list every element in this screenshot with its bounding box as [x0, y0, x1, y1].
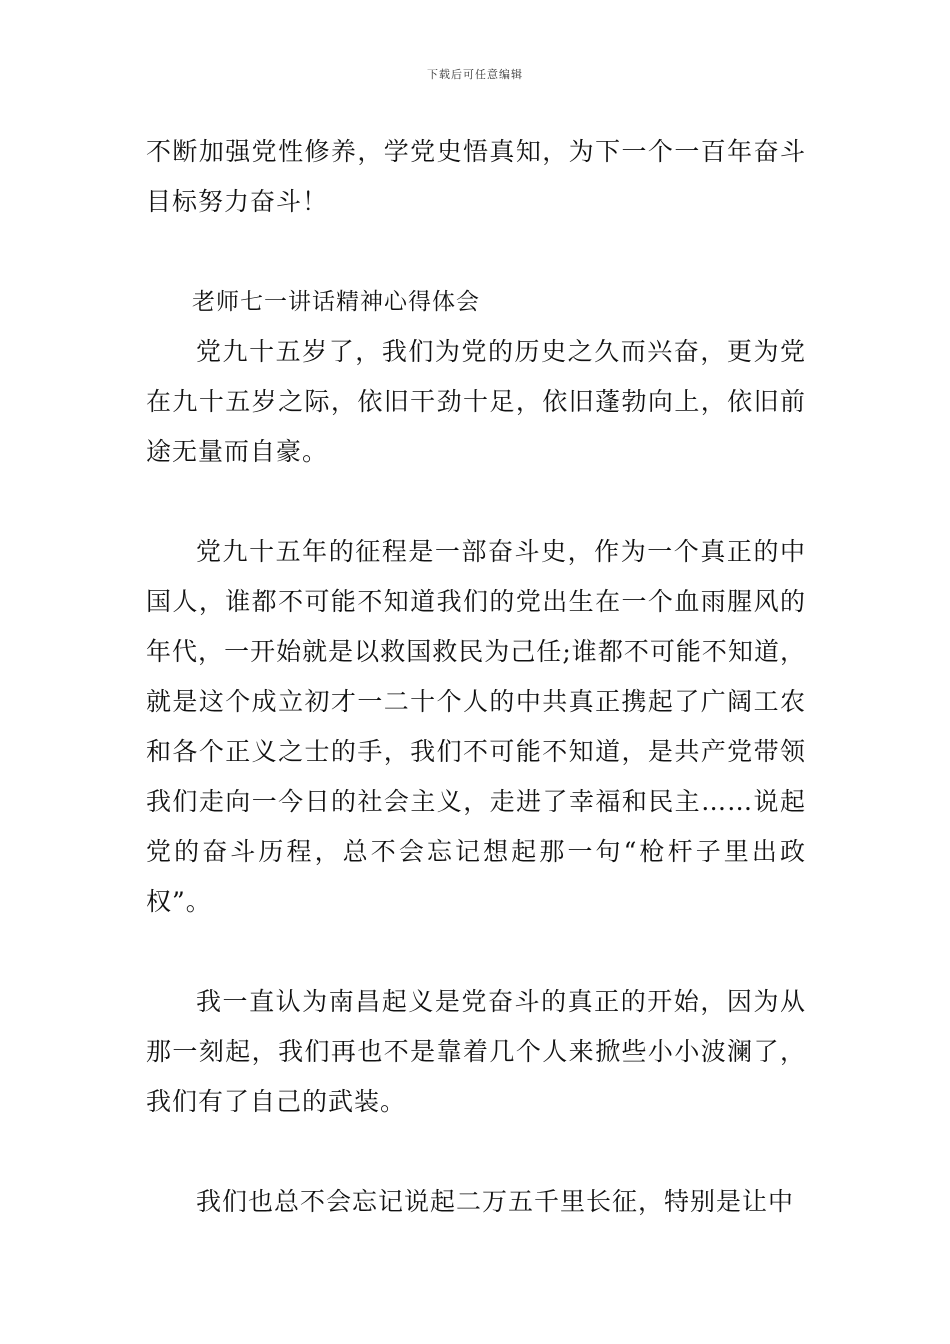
document-title: 老师七一讲话精神心得体会 [192, 289, 480, 315]
paragraph-gap [146, 477, 806, 527]
page-header-note: 下载后可任意编辑 [427, 68, 523, 81]
paragraph-gap [146, 927, 806, 977]
paragraph: 党九十五年的征程是一部奋斗史，作为一个真正的中国人，谁都不可能不知道我们的党出生在一个血雨腥风的年代，一开始就是以救国救民为己任;谁都不可能不知道，就是这个成立初才一二十个人的中共真正携起了广阔工农和各个正义之士的手，我们不可能不知道，是共产党带领我们走向一今日的社会主义，走进了幸福和民主……说起党的奋斗历程，总不会忘记想起那一句“枪杆子里出政权”。 [146, 537, 806, 916]
paragraph: 我们也总不会忘记说起二万五千里长征，特别是让中 [196, 1187, 795, 1216]
paragraph-continued: 不断加强党性修养，学党史悟真知，为下一个一百年奋斗目标努力奋斗！ [146, 137, 806, 216]
paragraph: 我一直认为南昌起义是党奋斗的真正的开始，因为从那一刻起，我们再也不是靠着几个人来掀些小小波澜了，我们有了自己的武装。 [146, 987, 806, 1116]
paragraph-gap [146, 1127, 806, 1177]
paragraph-gap [146, 227, 806, 277]
document-body [146, 127, 806, 1227]
paragraph: 党九十五岁了，我们为党的历史之久而兴奋，更为党在九十五岁之际，依旧干劲十足，依旧蓬勃向上，依旧前途无量而自豪。 [146, 337, 806, 466]
